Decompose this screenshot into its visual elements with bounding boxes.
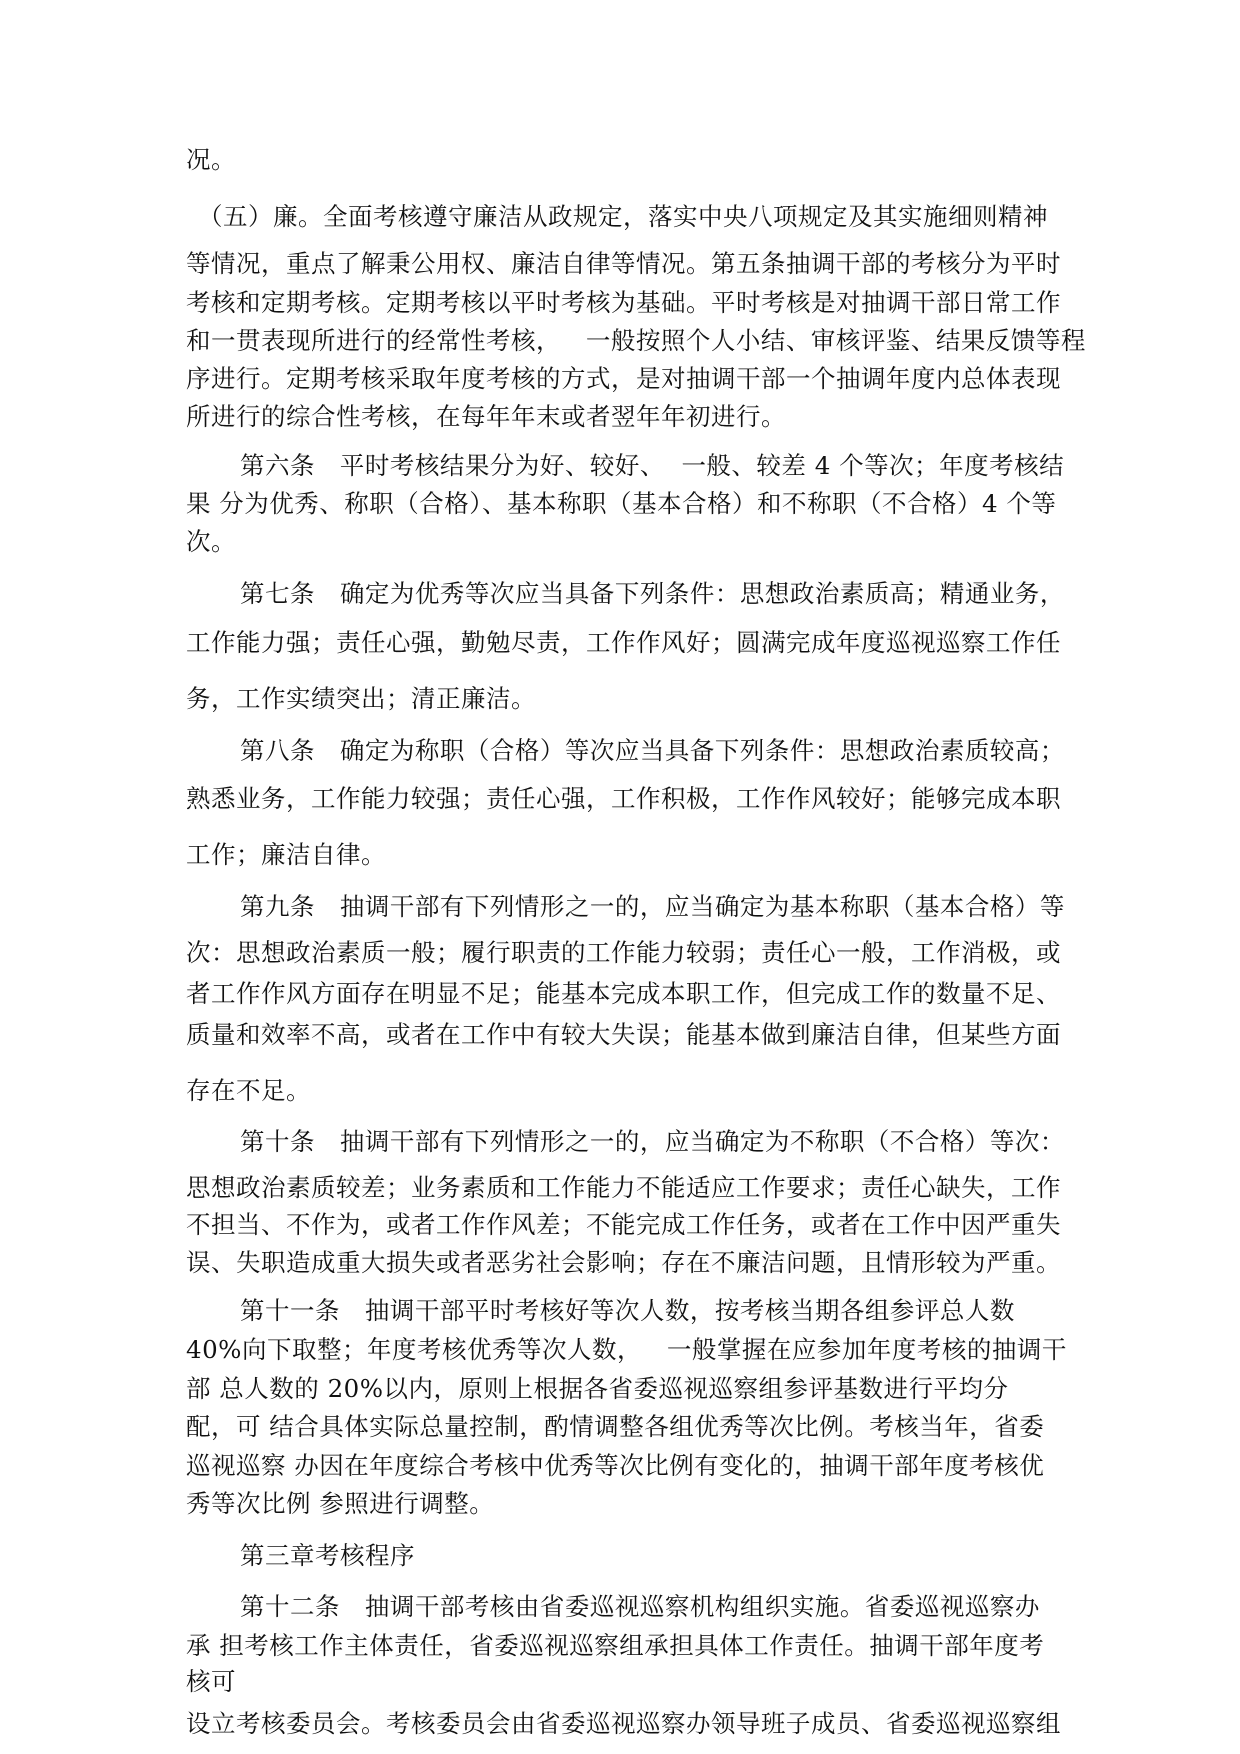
text-line: 次：思想政治素质一般；履行职责的工作能力较弱；责任心一般，工作消极，或: [186, 938, 1061, 967]
text-line: 配，可 结合具体实际总量控制，酌情调整各组优秀等次比例。考核当年，省委: [186, 1412, 1045, 1441]
section-heading: 第三章考核程序: [240, 1541, 415, 1570]
text-line: （五）廉。全面考核遵守廉洁从政规定，落实中央八项规定及其实施细则精神: [198, 202, 1048, 231]
text-line: 和一贯表现所进行的经常性考核， 一般按照个人小结、审核评鉴、结果反馈等程: [186, 326, 1086, 355]
text-line: 第十二条 抽调干部考核由省委巡视巡察机构组织实施。省委巡视巡察办: [240, 1592, 1040, 1621]
text-line: 第十条 抽调干部有下列情形之一的，应当确定为不称职（不合格）等次：: [240, 1127, 1065, 1156]
text-line: 况。: [186, 145, 236, 174]
text-line: 工作；廉洁自律。: [186, 840, 386, 869]
text-line: 40%向下取整；年度考核优秀等次人数， 一般掌握在应参加年度考核的抽调干: [186, 1335, 1067, 1364]
text-line: 务，工作实绩突出；清正廉洁。: [186, 684, 536, 713]
text-line: 误、失职造成重大损失或者恶劣社会影响；存在不廉洁问题，且情形较为严重。: [186, 1248, 1061, 1277]
text-line: 质量和效率不高，或者在工作中有较大失误；能基本做到廉洁自律，但某些方面: [186, 1020, 1061, 1049]
text-line: 第八条 确定为称职（合格）等次应当具备下列条件：思想政治素质较高；: [240, 736, 1065, 765]
text-line: 巡视巡察 办因在年度综合考核中优秀等次比例有变化的，抽调干部年度考核优: [186, 1451, 1045, 1480]
text-line: 存在不足。: [186, 1076, 311, 1105]
text-line: 不担当、不作为，或者工作作风差；不能完成工作任务，或者在工作中因严重失: [186, 1210, 1061, 1239]
text-line: 第七条 确定为优秀等次应当具备下列条件：思想政治素质高；精通业务，: [240, 579, 1065, 608]
text-line: 部 总人数的 20%以内，原则上根据各省委巡视巡察组参评基数进行平均分: [186, 1374, 1009, 1403]
text-line: 工作能力强；责任心强，勤勉尽责，工作作风好；圆满完成年度巡视巡察工作任: [186, 628, 1061, 657]
text-line: 第十一条 抽调干部平时考核好等次人数，按考核当期各组参评总人数: [240, 1296, 1015, 1325]
text-line: 第九条 抽调干部有下列情形之一的，应当确定为基本称职（基本合格）等: [240, 892, 1065, 921]
text-line: 次。: [186, 527, 236, 556]
text-line: 第六条 平时考核结果分为好、较好、 一般、较差 4 个等次；年度考核结: [240, 451, 1065, 480]
text-line: 设立考核委员会。考核委员会由省委巡视巡察办领导班子成员、省委巡视巡察组: [186, 1709, 1061, 1738]
text-line: 承 担考核工作主体责任，省委巡视巡察组承担具体工作责任。抽调干部年度考: [186, 1631, 1045, 1660]
text-line: 序进行。定期考核采取年度考核的方式，是对抽调干部一个抽调年度内总体表现: [186, 364, 1061, 393]
text-line: 思想政治素质较差；业务素质和工作能力不能适应工作要求；责任心缺失，工作: [186, 1173, 1061, 1202]
text-line: 果 分为优秀、称职（合格）、基本称职（基本合格）和不称职（不合格）4 个等: [186, 489, 1057, 518]
text-line: 所进行的综合性考核，在每年年末或者翌年年初进行。: [186, 402, 786, 431]
text-line: 秀等次比例 参照进行调整。: [186, 1489, 495, 1518]
text-line: 核可: [186, 1667, 236, 1696]
text-line: 者工作作风方面存在明显不足；能基本完成本职工作，但完成工作的数量不足、: [186, 979, 1061, 1008]
text-line: 等情况，重点了解秉公用权、廉洁自律等情况。第五条抽调干部的考核分为平时: [186, 249, 1061, 278]
text-line: 考核和定期考核。定期考核以平时考核为基础。平时考核是对抽调干部日常工作: [186, 288, 1061, 317]
text-line: 熟悉业务，工作能力较强；责任心强，工作积极，工作作风较好；能够完成本职: [186, 784, 1061, 813]
